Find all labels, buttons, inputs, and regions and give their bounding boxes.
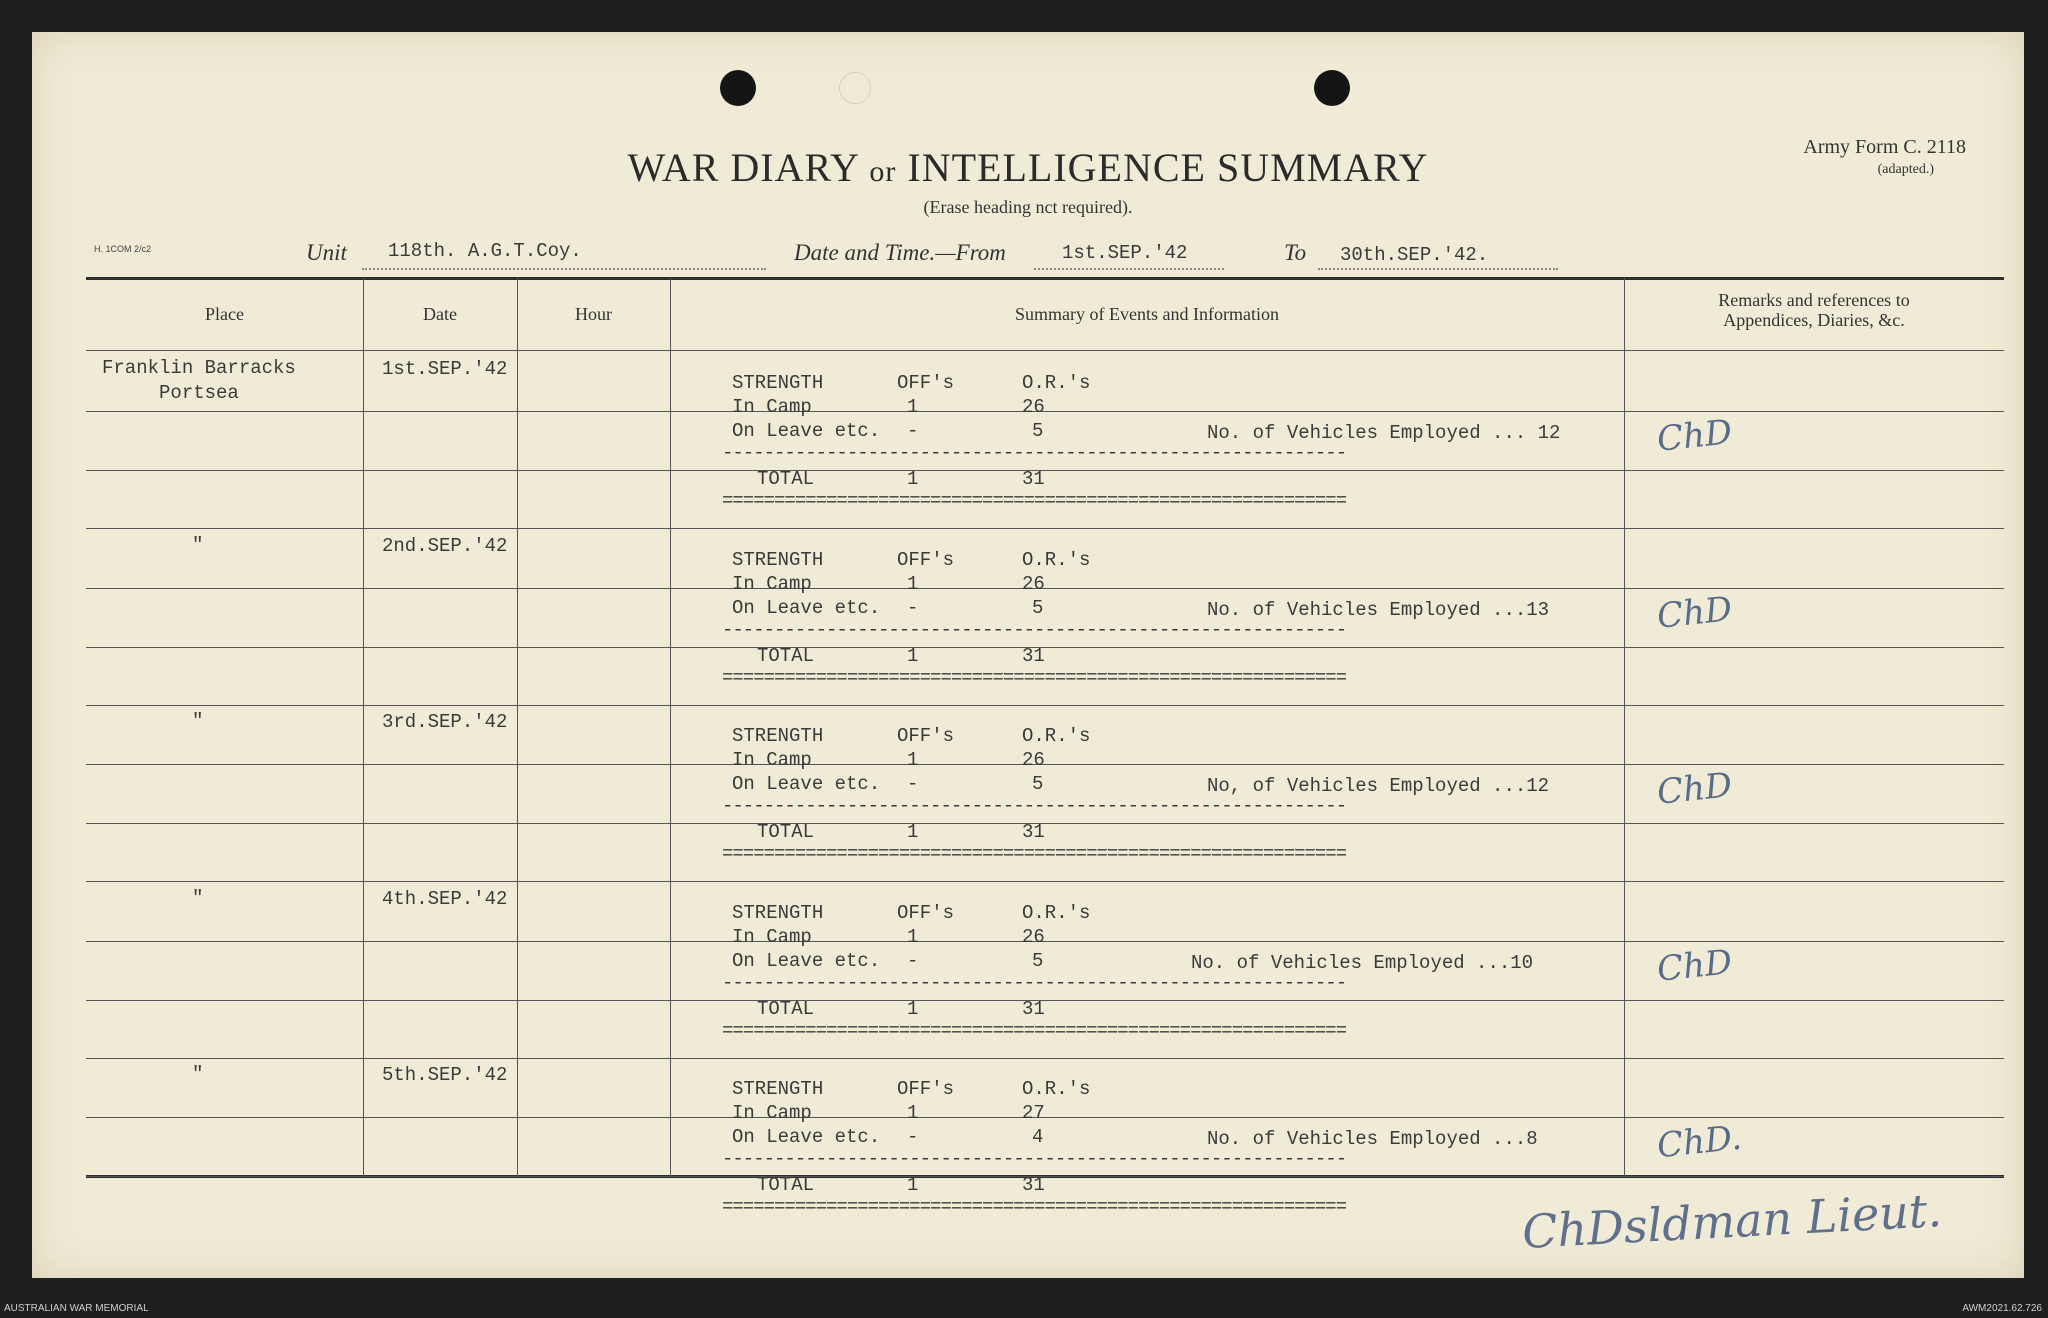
dashed-rule: ------------------------------------------------------------ [722,795,1347,817]
in-camp-label: In Camp [732,1102,812,1124]
unit-label: Unit [306,240,347,265]
row-rule [86,1058,2004,1059]
total-off: 1 [907,1174,919,1196]
entry-place: Franklin Barracks Portsea [102,357,296,404]
double-rule: ============================================================ [722,1196,1347,1218]
total-off: 1 [907,644,919,667]
double-rule: ============================================================ [722,1019,1347,1042]
in-camp-label: In Camp [732,572,812,595]
total-off: 1 [907,997,919,1020]
on-leave-or: 5 [1032,420,1044,442]
form-adapted: (adapted.) [1877,162,1934,177]
row-rule [86,705,2004,706]
in-camp-label: In Camp [732,925,812,948]
in-camp-off: 1 [907,749,919,771]
in-camp-off: 1 [907,1102,919,1124]
ors-label: O.R.'s [1022,548,1091,571]
total-or: 31 [1022,821,1045,843]
ors-label: O.R.'s [1022,901,1091,924]
on-leave-or: 5 [1032,596,1044,619]
in-camp-label: In Camp [732,396,812,418]
offs-label: OFF's [897,725,955,747]
row-rule [86,941,2004,942]
on-leave-label: On Leave etc. [732,949,881,972]
total-or: 31 [1022,644,1045,667]
total-off: 1 [907,821,919,843]
col-remarks-line: Remarks and references to [1718,290,1910,310]
row-rule [86,588,2004,589]
footer-left: AUSTRALIAN WAR MEMORIAL [4,1303,149,1314]
strength-label: STRENGTH [732,548,824,571]
on-leave-off: - [907,1126,919,1148]
dotted-line [1318,268,1558,270]
on-leave-off: - [907,949,919,972]
date-to-label: To [1284,240,1307,265]
table-top-rule [86,277,2004,280]
total-label: TOTAL [757,644,815,667]
double-rule: ============================================================ [722,490,1347,512]
page-title [32,144,2024,191]
initials: ChD [1655,588,1735,637]
on-leave-label: On Leave etc. [732,773,881,795]
in-camp-label: In Camp [732,749,812,771]
print-stamp: H. 1COM 2/c2 [94,244,152,254]
initials: ChD [1655,765,1735,813]
date-to-value: 30th.SEP.'42. [1340,244,1489,266]
strength-label: STRENGTH [732,372,824,394]
punch-hole-faint [839,72,871,104]
form-number: Army Form C. 2118 [1803,136,1966,158]
total-or: 31 [1022,997,1045,1020]
row-rule [86,470,2004,471]
on-leave-off: - [907,596,919,619]
date-from-label: Date and Time.—From [794,240,1006,265]
dotted-line [1034,268,1224,270]
dashed-rule: ------------------------------------------------------------ [722,1148,1347,1170]
row-rule [86,1117,2004,1118]
title-part: INTELLIGENCE SUMMARY [907,145,1429,190]
unit-value: 118th. A.G.T.Coy. [388,240,582,262]
in-camp-off: 1 [907,925,919,948]
initials: ChD [1655,941,1735,990]
dotted-line [362,268,766,270]
subtitle: (Erase heading nct required). [923,197,1133,217]
entry-date: 1st.SEP.'42 [382,358,508,380]
on-leave-or: 5 [1032,773,1044,795]
entry-date: 4th.SEP.'42 [382,887,508,910]
column-divider [1624,278,1625,1176]
total-label: TOTAL [757,468,815,490]
vehicles-employed: No. of Vehicles Employed ...8 [1207,1128,1538,1150]
title-or: or [869,155,897,188]
offs-label: OFF's [897,372,955,394]
vehicles-employed: No. of Vehicles Employed ...10 [1191,951,1534,974]
title-part: WAR DIARY [627,145,859,190]
on-leave-or: 5 [1032,949,1044,972]
col-remarks-line: Appendices, Diaries, &c. [1723,310,1905,330]
vehicles-employed: No, of Vehicles Employed ...12 [1207,775,1550,797]
row-rule [86,1176,2004,1177]
entry-place: " [192,886,204,909]
on-leave-label: On Leave etc. [732,1126,881,1148]
row-rule [86,528,2004,529]
in-camp-or: 26 [1022,572,1045,595]
entry-date: 5th.SEP.'42 [382,1064,508,1086]
strength-label: STRENGTH [732,901,824,924]
total-off: 1 [907,468,919,490]
col-place: Place [205,304,244,324]
offs-label: OFF's [897,548,955,571]
punch-hole [720,70,756,106]
dashed-rule: ------------------------------------------------------------ [722,971,1347,994]
dashed-rule: ------------------------------------------------------------ [722,442,1347,464]
diary-sheet [32,32,2024,1278]
entry-place: " [192,1063,204,1085]
entry-date: 3rd.SEP.'42 [382,711,508,733]
col-summary: Summary of Events and Information [1015,304,1279,324]
entry-place: " [192,533,204,556]
entry-date: 2nd.SEP.'42 [382,534,508,557]
dashed-rule: ------------------------------------------------------------ [722,618,1347,641]
on-leave-off: - [907,773,919,795]
strength-label: STRENGTH [732,725,824,747]
total-label: TOTAL [757,1174,815,1196]
signature: ChDsldman Lieut. [1520,1183,1944,1259]
header-rule [86,350,2004,351]
on-leave-label: On Leave etc. [732,596,881,619]
row-rule [86,1000,2004,1001]
vehicles-employed: No. of Vehicles Employed ... 12 [1207,422,1561,444]
column-divider [363,278,364,1176]
in-camp-off: 1 [907,396,919,418]
vehicles-employed: No. of Vehicles Employed ...13 [1207,598,1550,621]
strength-label: STRENGTH [732,1078,824,1100]
in-camp-or: 26 [1022,396,1045,418]
in-camp-or: 26 [1022,749,1045,771]
ors-label: O.R.'s [1022,372,1091,394]
total-or: 31 [1022,1174,1045,1196]
entry-place: " [192,710,204,732]
row-rule [86,764,2004,765]
total-label: TOTAL [757,821,815,843]
double-rule: ============================================================ [722,843,1347,865]
initials: ChD. [1655,1117,1744,1167]
in-camp-or: 27 [1022,1102,1045,1124]
double-rule: ============================================================ [722,666,1347,689]
col-remarks [1624,290,2004,330]
ors-label: O.R.'s [1022,725,1091,747]
on-leave-label: On Leave etc. [732,420,881,442]
row-rule [86,881,2004,882]
total-label: TOTAL [757,997,815,1020]
row-rule [86,647,2004,648]
total-or: 31 [1022,468,1045,490]
in-camp-or: 26 [1022,925,1045,948]
initials: ChD [1655,412,1735,460]
column-divider [670,278,671,1176]
col-hour: Hour [575,304,612,324]
offs-label: OFF's [897,1078,955,1100]
footer-right: AWM2021.62.726 [1962,1303,2042,1314]
in-camp-off: 1 [907,572,919,595]
date-from-value: 1st.SEP.'42 [1062,242,1188,264]
row-rule [86,411,2004,412]
on-leave-or: 4 [1032,1126,1044,1148]
ors-label: O.R.'s [1022,1078,1091,1100]
col-date: Date [423,304,457,324]
punch-hole [1314,70,1350,106]
offs-label: OFF's [897,901,955,924]
column-divider [517,278,518,1176]
on-leave-off: - [907,420,919,442]
row-rule [86,823,2004,824]
